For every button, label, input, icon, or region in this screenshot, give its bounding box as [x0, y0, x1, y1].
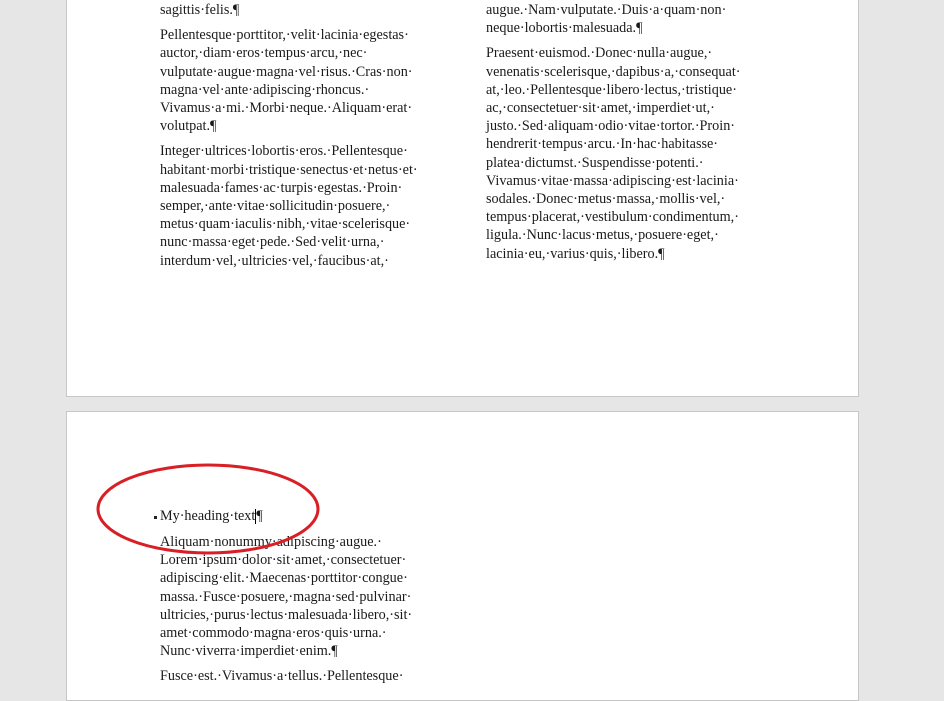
paragraph[interactable]	[160, 142, 418, 269]
paragraph[interactable]	[160, 1, 418, 19]
text-line: interdum·vel,·ultricies·vel,·faucibus·at,·	[160, 252, 389, 269]
left-column[interactable]	[160, 1, 418, 277]
text-line: platea·dictumst.·Suspendisse·potenti.·	[486, 154, 704, 171]
text-line: massa.·Fusce·posuere,·magna·sed·pulvinar·	[160, 588, 412, 605]
text-line: tempus·placerat,·vestibulum·condimentum,·	[486, 209, 739, 226]
text-line: hendrerit·tempus·arcu.·In·hac·habitasse·	[486, 136, 719, 153]
text-line: Vivamus·vitae·massa·adipiscing·est·lacinia·	[486, 172, 739, 189]
text-line: venenatis·scelerisque,·dapibus·a,·consequat·	[486, 63, 741, 80]
document-page-2[interactable]	[66, 411, 859, 701]
text-line: volutpat.¶	[160, 118, 217, 135]
paragraph[interactable]	[160, 533, 412, 660]
text-line: at,·leo.·Pellentesque·libero·lectus,·tristique·	[486, 81, 737, 98]
text-line: justo.·Sed·aliquam·odio·vitae·tortor.·Proin·	[486, 118, 736, 135]
text-line: ultricies,·purus·lectus·malesuada·libero,·sit·	[160, 606, 413, 623]
text-line: Pellentesque·porttitor,·velit·lacinia·egestas·	[160, 27, 409, 44]
document-page-1[interactable]	[66, 0, 859, 397]
heading-pilcrow: ¶	[256, 508, 263, 524]
text-line: Vivamus·a·mi.·Morbi·neque.·Aliquam·erat·	[160, 100, 413, 117]
list-bullet-icon	[154, 516, 157, 519]
text-line: sagittis·felis.¶	[160, 2, 240, 18]
text-line: neque·lobortis·malesuada.¶	[486, 20, 643, 37]
text-line: augue.·Nam·vulputate.·Duis·a·quam·non·	[486, 2, 727, 18]
heading-text[interactable]: My·heading·text	[160, 508, 256, 524]
text-line: adipiscing·elit.·Maecenas·porttitor·congue·	[160, 570, 408, 587]
heading-paragraph[interactable]	[154, 507, 263, 525]
text-line: amet·commodo·magna·eros·quis·urna.·	[160, 625, 387, 642]
text-line: vulputate·augue·magna·vel·risus.·Cras·non·	[160, 63, 413, 80]
text-line: magna·vel·ante·adipiscing·rhoncus.·	[160, 81, 370, 98]
text-line: Aliquam·nonummy·adipiscing·augue.·	[160, 534, 382, 550]
text-line: auctor,·diam·eros·tempus·arcu,·nec·	[160, 45, 368, 62]
text-line: metus·quam·iaculis·nibh,·vitae·scelerisque·	[160, 216, 411, 233]
right-column[interactable]	[486, 1, 740, 270]
text-line: ligula.·Nunc·lacus·metus,·posuere·eget,·	[486, 227, 719, 244]
text-line: Nunc·viverra·imperdiet·enim.¶	[160, 643, 338, 660]
text-line: habitant·morbi·tristique·senectus·et·netus·et·	[160, 161, 418, 178]
page2-body-column[interactable]	[160, 533, 412, 693]
paragraph[interactable]	[160, 26, 418, 135]
text-line: nunc·massa·eget·pede.·Sed·velit·urna,·	[160, 234, 385, 251]
paragraph[interactable]	[486, 1, 740, 37]
paragraph[interactable]	[486, 44, 740, 262]
text-line: Fusce·est.·Vivamus·a·tellus.·Pellentesque·	[160, 668, 404, 685]
text-line: Praesent·euismod.·Donec·nulla·augue,·	[486, 45, 713, 62]
text-line: lacinia·eu,·varius·quis,·libero.¶	[486, 245, 665, 262]
text-line: Lorem·ipsum·dolor·sit·amet,·consectetuer·	[160, 552, 407, 569]
text-line: sodales.·Donec·metus·massa,·mollis·vel,·	[486, 191, 726, 208]
text-line: semper,·ante·vitae·sollicitudin·posuere,·	[160, 198, 391, 215]
text-line: malesuada·fames·ac·turpis·egestas.·Proin·	[160, 179, 403, 196]
text-line: ac,·consectetuer·sit·amet,·imperdiet·ut,·	[486, 100, 715, 117]
text-line: Integer·ultrices·lobortis·eros.·Pellentesque·	[160, 143, 408, 160]
